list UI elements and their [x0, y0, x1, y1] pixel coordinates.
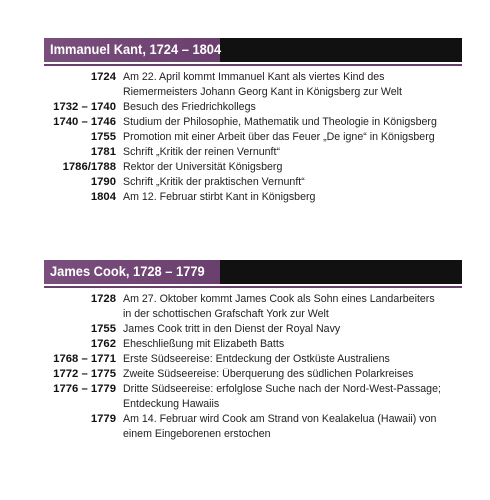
- entry-year: 1776 – 1779: [53, 383, 116, 395]
- entry-year: 1724: [90, 71, 116, 83]
- entry-year: 1732 – 1740: [53, 101, 116, 113]
- section-rule: [44, 64, 462, 66]
- timeline-entry: [44, 160, 462, 175]
- entry-year: 1755: [90, 323, 116, 335]
- entry-text: Eheschließung mit Elizabeth Batts: [123, 338, 285, 350]
- timeline-entry: [44, 367, 462, 382]
- entry-text: Schrift „Kritik der praktischen Vernunft“: [123, 176, 305, 188]
- entry-text: Studium der Philosophie, Mathematik und Theologie in Königsberg: [123, 116, 437, 128]
- timeline-entry: [44, 382, 462, 412]
- entry-text: Besuch des Friedrichkollegs: [123, 101, 256, 113]
- entry-text: Am 12. Februar stirbt Kant in Königsberg: [123, 191, 316, 203]
- cook-section: [44, 260, 462, 442]
- section-header: [44, 260, 462, 284]
- timeline-entry: [44, 412, 462, 442]
- entry-text: Am 27. Oktober kommt James Cook als Sohn eines Landarbeiters in der schottischen Grafschaft York zur Welt: [123, 293, 435, 320]
- entry-year: 1781: [90, 146, 116, 158]
- section-header: [44, 38, 462, 62]
- entry-text: Zweite Südseereise: Überquerung des südlichen Polarkreises: [123, 368, 414, 380]
- timeline-entry: [44, 115, 462, 130]
- entry-text: Promotion mit einer Arbeit über das Feuer „De igne“ in Königsberg: [123, 131, 435, 143]
- entry-text: Rektor der Universität Königsberg: [123, 161, 283, 173]
- entry-text: Am 22. April kommt Immanuel Kant als viertes Kind des Riemermeisters Johann Georg Kant in Königsberg zur Welt: [123, 71, 402, 98]
- timeline-entry: [44, 130, 462, 145]
- entry-year: 1786/1788: [62, 161, 116, 173]
- entry-year: 1804: [90, 191, 116, 203]
- entry-year: 1755: [90, 131, 116, 143]
- section-rule: [44, 286, 462, 288]
- timeline-entry: [44, 145, 462, 160]
- timeline-entry: [44, 292, 462, 322]
- timeline-entry: [44, 322, 462, 337]
- timeline-entry: [44, 100, 462, 115]
- section-title: James Cook, 1728 – 1779: [50, 263, 205, 279]
- entry-year: 1728: [90, 293, 116, 305]
- entry-year: 1740 – 1746: [53, 116, 116, 128]
- timeline-entry: [44, 190, 462, 205]
- entry-text: Erste Südseereise: Entdeckung der Ostküste Australiens: [123, 353, 390, 365]
- timeline-list: [44, 70, 462, 205]
- entry-text: Dritte Südseereise: erfolglose Suche nach der Nord-West-Passage; Entdeckung Hawaiis: [123, 383, 441, 410]
- section-title: Immanuel Kant, 1724 – 1804: [50, 41, 222, 57]
- timeline-entry: [44, 337, 462, 352]
- entry-text: James Cook tritt in den Dienst der Royal Navy: [123, 323, 341, 335]
- entry-year: 1779: [90, 413, 116, 425]
- entry-year: 1772 – 1775: [53, 368, 116, 380]
- timeline-entry: [44, 352, 462, 367]
- entry-text: Schrift „Kritik der reinen Vernunft“: [123, 146, 280, 158]
- entry-year: 1790: [90, 176, 116, 188]
- timeline-entry: [44, 70, 462, 100]
- entry-text: Am 14. Februar wird Cook am Strand von Kealakelua (Hawaii) von einem Eingeborenen erstochen: [123, 413, 437, 440]
- timeline-entry: [44, 175, 462, 190]
- kant-section: [44, 38, 462, 205]
- timeline-list: [44, 292, 462, 442]
- entry-year: 1768 – 1771: [53, 353, 116, 365]
- entry-year: 1762: [90, 338, 116, 350]
